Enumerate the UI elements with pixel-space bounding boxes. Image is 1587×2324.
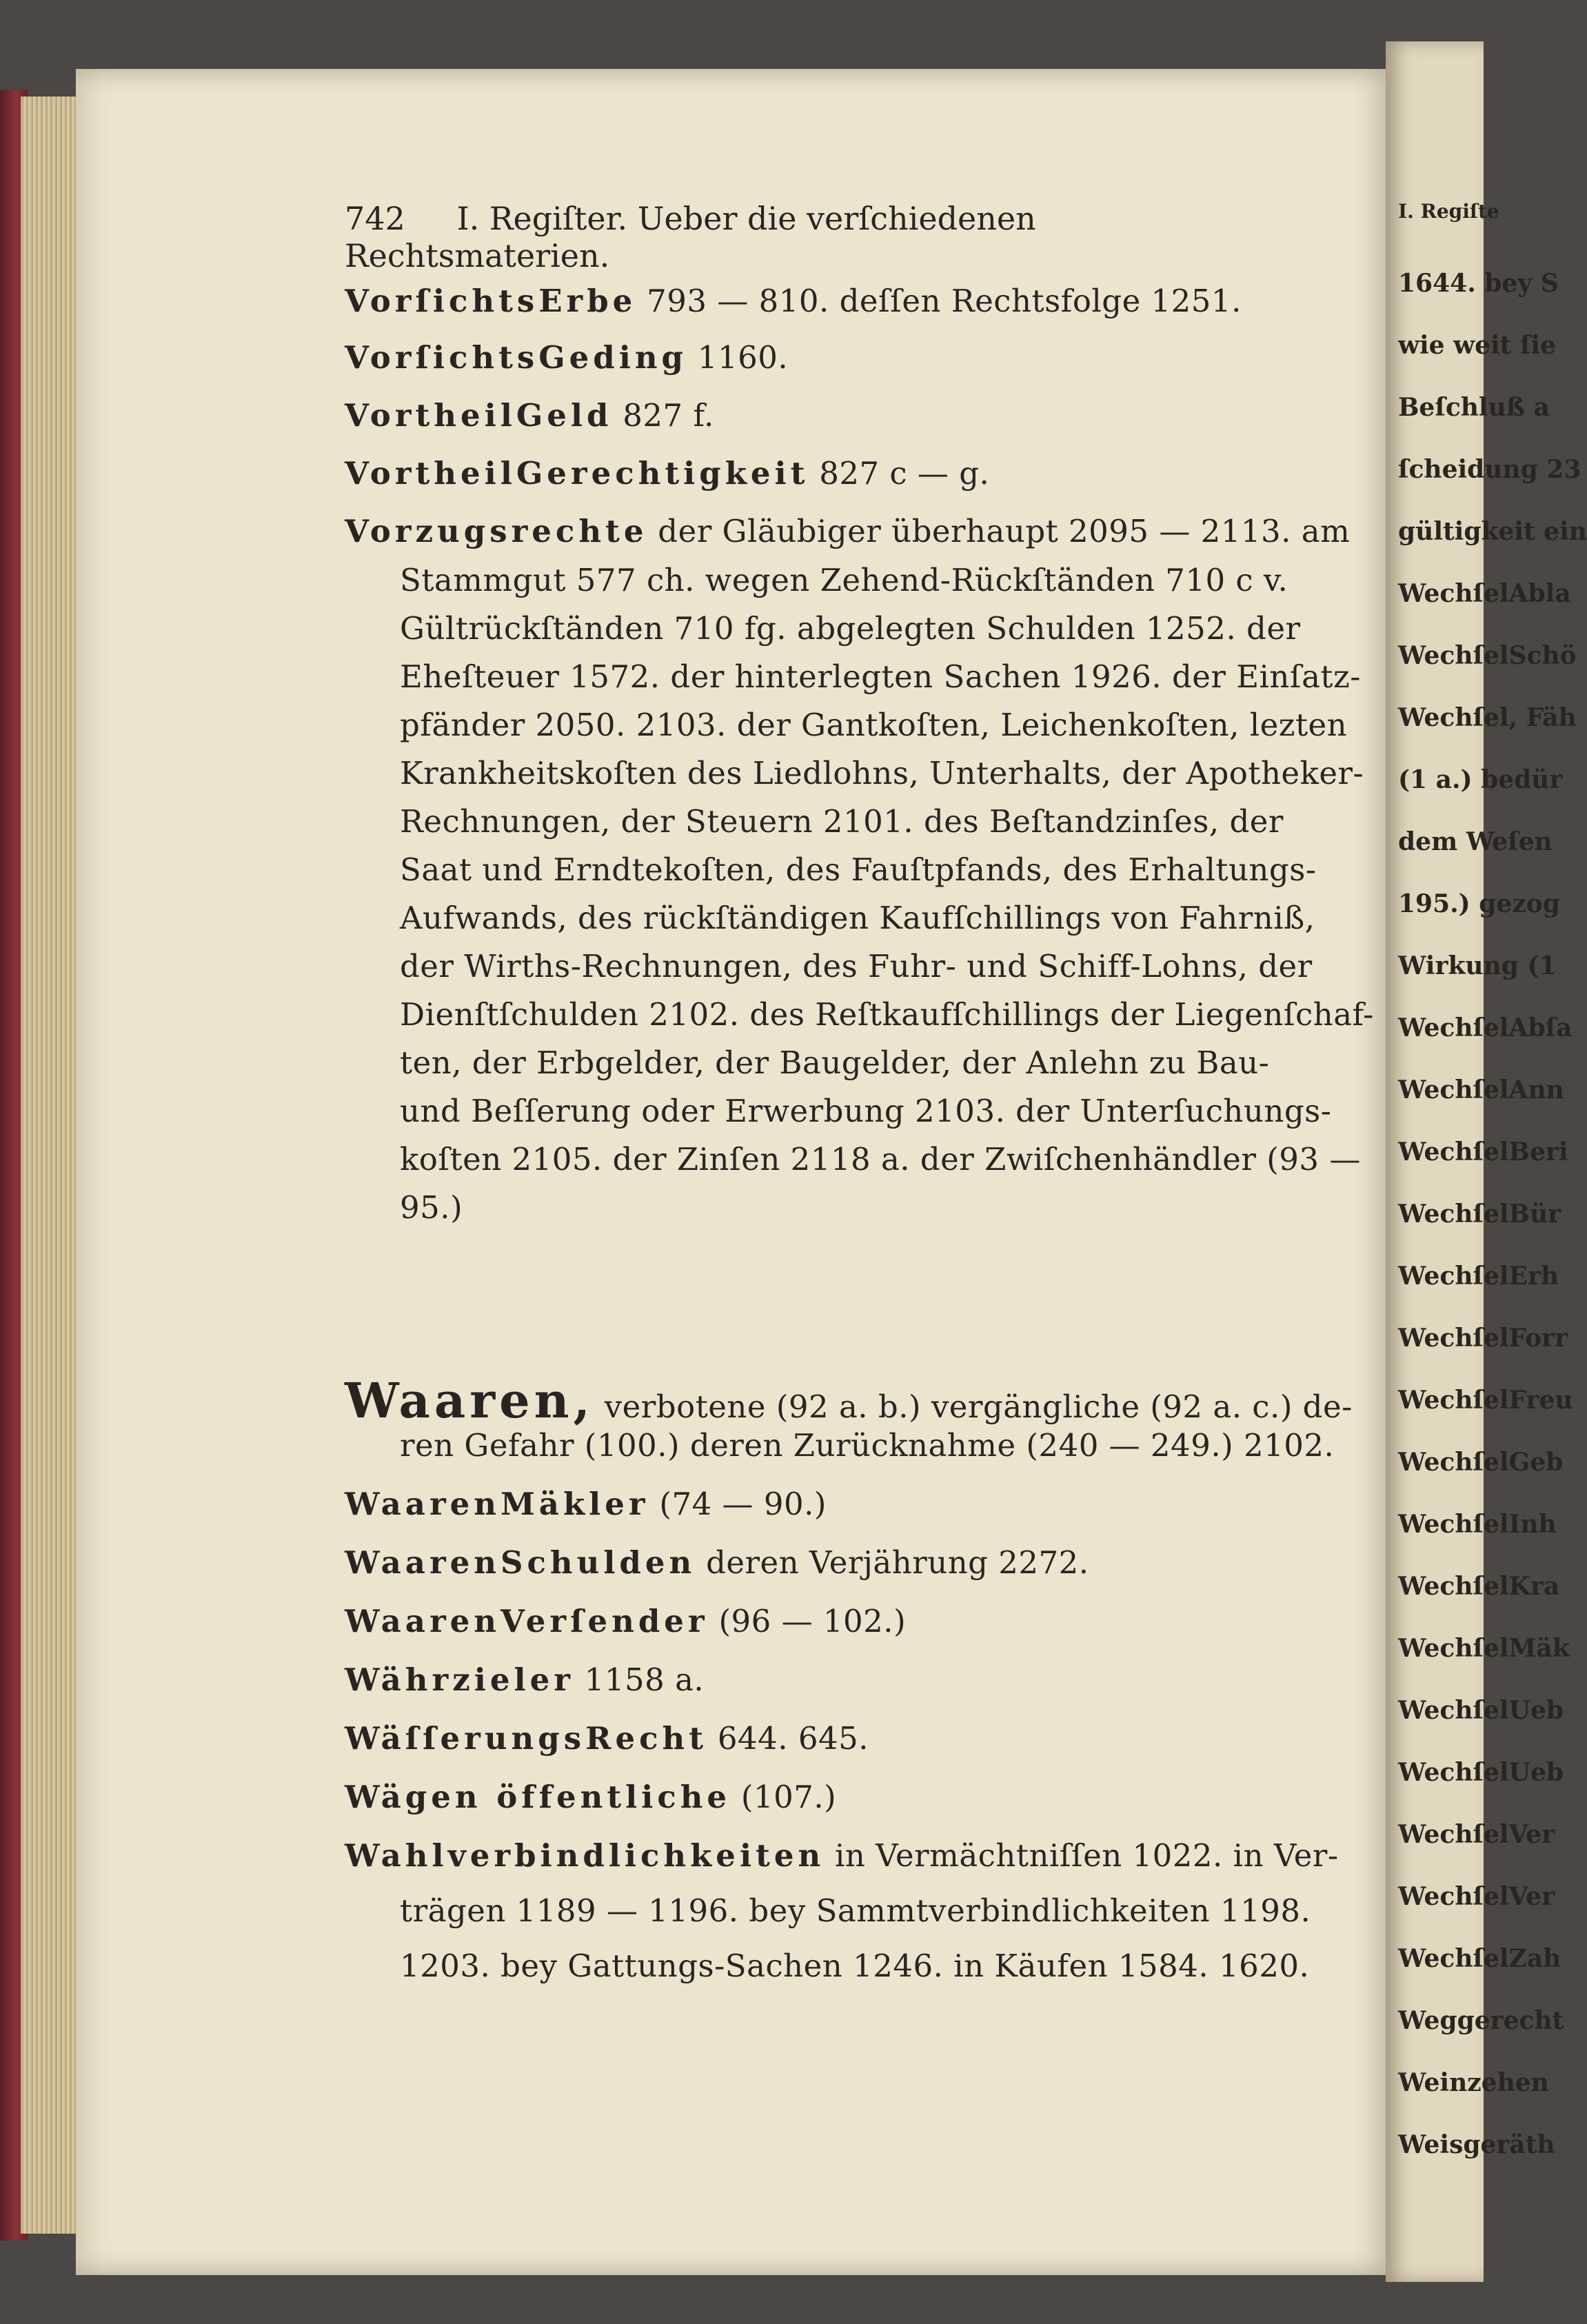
facing-page-fragment: gültigkeit ein bbox=[1398, 517, 1587, 546]
facing-page-fragment: 1644. bey S bbox=[1398, 269, 1559, 298]
facing-page-fragment: WechſelMäk bbox=[1398, 1634, 1570, 1663]
facing-page-fragment: WechſelAnn bbox=[1398, 1075, 1564, 1104]
facing-page-fragment: WechſelSchö bbox=[1398, 641, 1577, 670]
index-entry-continuation: Rechnungen, der Steuern 2101. des Beſtandzinſes, der bbox=[400, 803, 1284, 840]
facing-page-fragment: WechſelAbla bbox=[1398, 579, 1571, 608]
index-entry: Wahlverbindlichkeiten in Vermächtniſſen 1022. in Ver- bbox=[345, 1837, 1339, 1874]
index-entry-continuation: ten, der Erbgelder, der Baugelder, der Anlehn zu Bau- bbox=[400, 1044, 1270, 1081]
index-entry: Vorzugsrechte der Gläubiger überhaupt 2095 — 2113. am bbox=[345, 513, 1351, 549]
index-entry: VorſichtsGeding 1160. bbox=[345, 339, 789, 376]
facing-page-fragment: Wechſel, Fäh bbox=[1398, 703, 1577, 732]
index-entry-continuation: und Beſſerung oder Erwerbung 2103. der Unterſuchungs- bbox=[400, 1093, 1332, 1129]
facing-page bbox=[1386, 41, 1587, 2282]
facing-page-fragment: 195.) gezog bbox=[1398, 889, 1560, 918]
index-entry-continuation: Aufwands, des rückſtändigen Kaufſchillings von Fahrniß, bbox=[400, 900, 1315, 936]
index-entry-continuation: der Wirths-Rechnungen, des Fuhr- und Schiff-Lohns, der bbox=[400, 948, 1313, 984]
index-entry-continuation: Dienſtſchulden 2102. des Reſtkaufſchillings der Liegenſchaf- bbox=[400, 996, 1374, 1033]
facing-page-fragment: WechſelKra bbox=[1398, 1572, 1560, 1601]
index-entry: VortheilGerechtigkeit 827 c — g. bbox=[345, 455, 990, 492]
facing-page-fragment: Weisgeräth bbox=[1398, 2130, 1555, 2159]
facing-page-fragment: dem Weſen bbox=[1398, 827, 1553, 856]
facing-page-fragment: WechſelInh bbox=[1398, 1510, 1557, 1539]
index-entry: WaarenVerſender (96 — 102.) bbox=[345, 1603, 907, 1639]
facing-page-fragment: WechſelVer bbox=[1398, 1882, 1555, 1911]
facing-page-fragment: WechſelBeri bbox=[1398, 1138, 1568, 1166]
facing-page-fragment: WechſelVer bbox=[1398, 1820, 1555, 1849]
index-entry-continuation: Krankheitskoſten des Liedlohns, Unterhalts, der Apotheker- bbox=[400, 755, 1364, 791]
facing-page-fragment: ſcheidung 23 bbox=[1398, 455, 1581, 484]
index-entry: Wägen öffentliche (107.) bbox=[345, 1779, 837, 1815]
facing-page-fragment: Wirkung (1 bbox=[1398, 951, 1557, 980]
index-entry-continuation: koſten 2105. der Zinſen 2118 a. der Zwiſchenhändler (93 — bbox=[400, 1141, 1361, 1178]
index-entry: WäſſerungsRecht 644. 645. bbox=[345, 1720, 869, 1757]
index-entry: WaarenSchulden deren Verjährung 2272. bbox=[345, 1544, 1089, 1581]
running-title: I. Regiſter. Ueber die verſchiedenen Rechtsmaterien. bbox=[345, 200, 1036, 274]
facing-page-fragment: WechſelFreu bbox=[1398, 1386, 1573, 1415]
index-entry-continuation: Eheſteuer 1572. der hinterlegten Sachen 1926. der Einſatz- bbox=[400, 658, 1361, 695]
index-entry-continuation: pfänder 2050. 2103. der Gantkoſten, Leichenkoſten, lezten bbox=[400, 707, 1348, 743]
facing-page-fragment: Weinzehen bbox=[1398, 2068, 1549, 2097]
facing-page-fragment: WechſelUeb bbox=[1398, 1696, 1564, 1725]
index-entry-continuation: Stammgut 577 ch. wegen Zehend-Rückſtänden 710 c v. bbox=[400, 562, 1288, 598]
facing-page-fragment: WechſelErh bbox=[1398, 1262, 1559, 1291]
facing-page-fragment: I. Regiſte bbox=[1398, 200, 1499, 223]
facing-page-fragment: Beſchluß a bbox=[1398, 393, 1550, 422]
index-entry-continuation: 95.) bbox=[400, 1189, 463, 1226]
facing-page-fragment: WechſelZah bbox=[1398, 1944, 1561, 1973]
index-entry-continuation: trägen 1189 — 1196. bey Sammtverbindlichkeiten 1198. bbox=[400, 1892, 1311, 1929]
facing-page-fragment: Weggerecht bbox=[1398, 2006, 1564, 2035]
index-entry: Währzieler 1158 a. bbox=[345, 1661, 705, 1698]
index-entry: VortheilGeld 827 f. bbox=[345, 397, 714, 434]
facing-page-fragment: WechſelForr bbox=[1398, 1324, 1568, 1353]
facing-page-fragment: WechſelBür bbox=[1398, 1200, 1561, 1229]
facing-page-fragment: WechſelAbſa bbox=[1398, 1013, 1573, 1042]
facing-page-fragment: WechſelUeb bbox=[1398, 1758, 1564, 1787]
index-entry: VorſichtsErbe 793 — 810. deſſen Rechtsfolge 1251. bbox=[345, 283, 1242, 319]
page-header bbox=[345, 200, 1296, 274]
facing-page-fragment: wie weit ſie bbox=[1398, 331, 1556, 360]
facing-page-fragment: (1 a.) bedür bbox=[1398, 765, 1563, 794]
index-entry-continuation: ren Gefahr (100.) deren Zurücknahme (240 — 249.) 2102. bbox=[400, 1427, 1335, 1464]
facing-page-fragment: WechſelGeb bbox=[1398, 1448, 1564, 1477]
index-entry: WaarenMäkler (74 — 90.) bbox=[345, 1486, 827, 1522]
index-entry-continuation: Saat und Erndtekoſten, des Fauſtpfands, des Erhaltungs- bbox=[400, 851, 1317, 888]
index-entry: Waaren, verbotene (92 a. b.) vergängliche (92 a. c.) de- bbox=[345, 1372, 1353, 1429]
index-entry-continuation: 1203. bey Gattungs-Sachen 1246. in Käufen 1584. 1620. bbox=[400, 1948, 1310, 1984]
page-number: 742 bbox=[345, 200, 405, 237]
index-entry-continuation: Gültrückſtänden 710 fg. abgelegten Schulden 1252. der bbox=[400, 610, 1301, 647]
